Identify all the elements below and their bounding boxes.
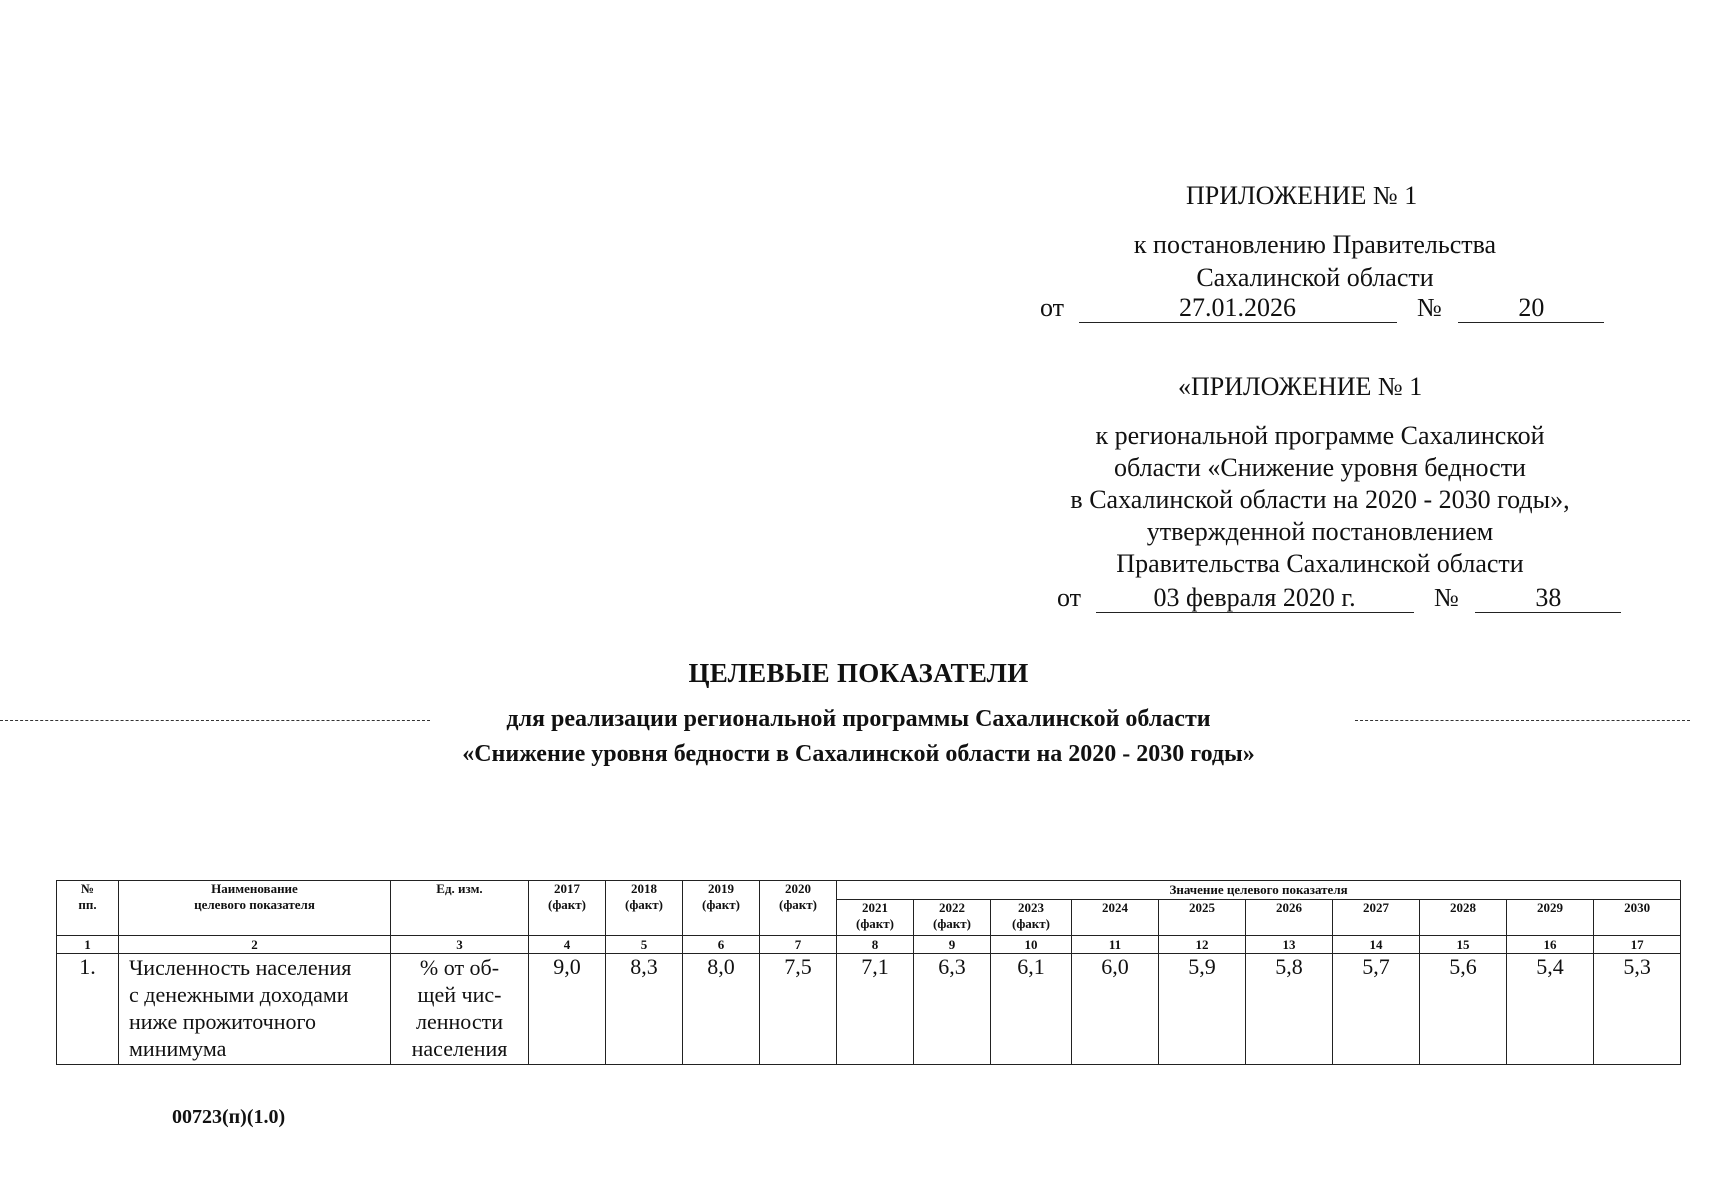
unit-line: щей чис- xyxy=(417,982,502,1007)
value-2030: 5,3 xyxy=(1594,954,1681,1065)
header-unit: Ед. изм. xyxy=(391,881,529,936)
header-name xyxy=(119,881,391,936)
header-name-line-2: целевого показателя xyxy=(194,897,315,912)
header-year-2024: 2024 xyxy=(1072,900,1159,936)
header-target-value: Значение целевого показателя xyxy=(837,881,1681,900)
column-number-row xyxy=(57,936,1681,954)
value-2029: 5,4 xyxy=(1507,954,1594,1065)
year-label: 2021 xyxy=(862,900,888,915)
document-code: 00723(п)(1.0) xyxy=(172,1106,286,1128)
header-year-2021 xyxy=(837,900,914,936)
unit-line: % от об- xyxy=(419,955,500,980)
document-title: ЦЕЛЕВЫЕ ПОКАЗАТЕЛИ xyxy=(688,658,1029,688)
column-number: 13 xyxy=(1246,936,1333,954)
column-number: 14 xyxy=(1333,936,1420,954)
header-year-2018 xyxy=(606,881,683,936)
appendix-line-1: к постановлению Правительства xyxy=(1133,230,1497,259)
appendix-line-2: Сахалинской области xyxy=(1196,263,1434,292)
number-label: № xyxy=(1417,293,1442,322)
row-number: 1. xyxy=(57,954,119,1065)
year-note: (факт) xyxy=(855,916,895,931)
original-appendix-line-2: области «Снижение уровня бедности xyxy=(1114,453,1526,482)
year-note: (факт) xyxy=(547,897,587,912)
unit-line: населения xyxy=(411,1036,508,1061)
indicator-unit xyxy=(391,954,529,1065)
indicator-name-line: с денежными доходами xyxy=(129,982,349,1007)
header-year-2027: 2027 xyxy=(1333,900,1420,936)
indicator-name-line: Численность населения xyxy=(129,955,352,980)
document-subtitle-2: «Снижение уровня бедности в Сахалинской области на 2020 - 2030 годы» xyxy=(462,741,1255,767)
header-year-2026: 2026 xyxy=(1246,900,1333,936)
column-number: 7 xyxy=(760,936,837,954)
indicator-name-line: минимума xyxy=(129,1036,227,1061)
header-no-line-1: № xyxy=(80,881,95,896)
value-2018: 8,3 xyxy=(606,954,683,1065)
column-number: 15 xyxy=(1420,936,1507,954)
value-2022: 6,3 xyxy=(914,954,991,1065)
value-2026: 5,8 xyxy=(1246,954,1333,1065)
appendix-title: ПРИЛОЖЕНИЕ № 1 xyxy=(1186,181,1418,210)
header-year-2023 xyxy=(991,900,1072,936)
column-number: 10 xyxy=(991,936,1072,954)
column-number: 8 xyxy=(837,936,914,954)
original-appendix-line-3: в Сахалинской области на 2020 - 2030 годы», xyxy=(1070,485,1570,514)
value-2021: 7,1 xyxy=(837,954,914,1065)
year-note: (факт) xyxy=(778,897,818,912)
original-appendix-date-line xyxy=(1057,582,1621,613)
original-resolution-number: 38 xyxy=(1475,584,1621,613)
table-row xyxy=(57,954,1681,1065)
original-appendix-line-1: к региональной программе Сахалинской xyxy=(1095,421,1545,450)
indicators-table xyxy=(56,880,1681,1065)
from-label: от xyxy=(1040,293,1065,322)
value-2025: 5,9 xyxy=(1159,954,1246,1065)
table-header-row-1 xyxy=(57,881,1681,900)
year-label: 2019 xyxy=(708,881,734,896)
original-resolution-date: 03 февраля 2020 г. xyxy=(1096,584,1414,613)
unit-line: ленности xyxy=(416,1009,503,1034)
header-name-line-1: Наименование xyxy=(211,881,298,896)
header-year-2028: 2028 xyxy=(1420,900,1507,936)
value-2024: 6,0 xyxy=(1072,954,1159,1065)
header-year-2017 xyxy=(529,881,606,936)
header-year-2025: 2025 xyxy=(1159,900,1246,936)
value-2027: 5,7 xyxy=(1333,954,1420,1065)
column-number: 5 xyxy=(606,936,683,954)
value-2023: 6,1 xyxy=(991,954,1072,1065)
year-note: (факт) xyxy=(1011,916,1051,931)
header-year-2030: 2030 xyxy=(1594,900,1681,936)
value-2020: 7,5 xyxy=(760,954,837,1065)
column-number: 17 xyxy=(1594,936,1681,954)
original-appendix-title: «ПРИЛОЖЕНИЕ № 1 xyxy=(1178,372,1423,401)
column-number: 4 xyxy=(529,936,606,954)
column-number: 16 xyxy=(1507,936,1594,954)
original-appendix-line-4: утвержденной постановлением xyxy=(1146,517,1494,546)
year-note: (факт) xyxy=(624,897,664,912)
column-number: 12 xyxy=(1159,936,1246,954)
column-number: 11 xyxy=(1072,936,1159,954)
indicator-name-line: ниже прожиточного xyxy=(129,1009,316,1034)
year-label: 2023 xyxy=(1018,900,1044,915)
header-year-2019 xyxy=(683,881,760,936)
year-label: 2022 xyxy=(939,900,965,915)
header-year-2022 xyxy=(914,900,991,936)
year-label: 2020 xyxy=(785,881,811,896)
indicator-name xyxy=(119,954,391,1065)
appendix-date-line xyxy=(1040,292,1604,323)
original-number-label: № xyxy=(1434,583,1459,612)
resolution-date: 27.01.2026 xyxy=(1079,294,1397,323)
header-no xyxy=(57,881,119,936)
header-year-2020 xyxy=(760,881,837,936)
header-no-line-2: пп. xyxy=(78,897,97,912)
original-appendix-line-5: Правительства Сахалинской области xyxy=(1116,549,1524,578)
resolution-number: 20 xyxy=(1458,294,1604,323)
year-label: 2017 xyxy=(554,881,580,896)
column-number: 3 xyxy=(391,936,529,954)
value-2019: 8,0 xyxy=(683,954,760,1065)
year-note: (факт) xyxy=(932,916,972,931)
year-note: (факт) xyxy=(701,897,741,912)
header-year-2029: 2029 xyxy=(1507,900,1594,936)
value-2028: 5,6 xyxy=(1420,954,1507,1065)
column-number: 9 xyxy=(914,936,991,954)
column-number: 6 xyxy=(683,936,760,954)
column-number: 2 xyxy=(119,936,391,954)
year-label: 2018 xyxy=(631,881,657,896)
value-2017: 9,0 xyxy=(529,954,606,1065)
document-subtitle-1: для реализации региональной программы Сахалинской области xyxy=(506,706,1211,732)
column-number: 1 xyxy=(57,936,119,954)
original-from-label: от xyxy=(1057,583,1082,612)
